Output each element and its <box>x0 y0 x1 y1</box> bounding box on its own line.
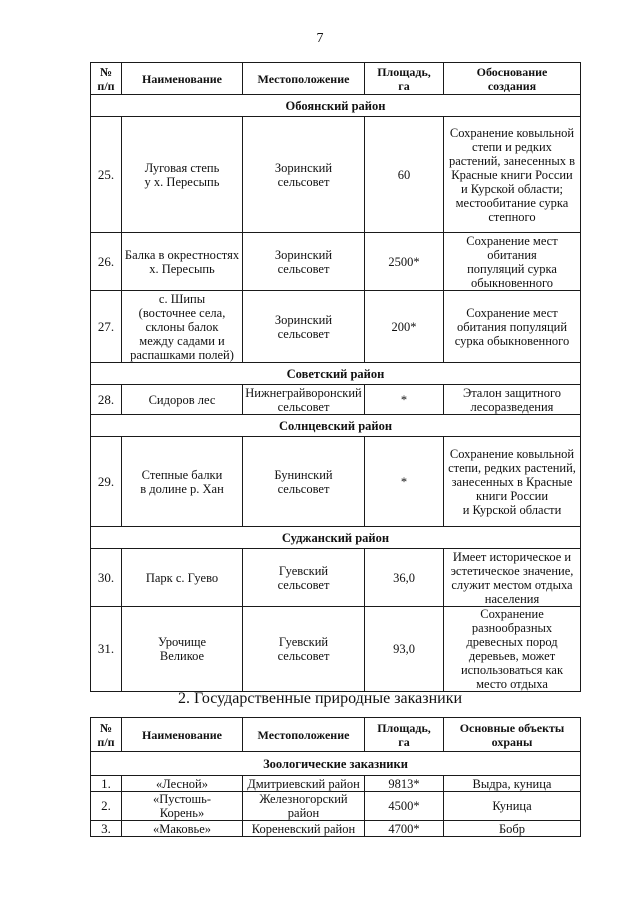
header-location: Местоположение <box>243 718 365 752</box>
cell-location: Зоринский сельсовет <box>243 233 365 291</box>
cell-area: 4700* <box>365 821 444 837</box>
cell-justification: Куница <box>444 792 581 821</box>
cell-location: Дмитриевский район <box>243 776 365 792</box>
cell-area: 200* <box>365 291 444 363</box>
header-location: Местоположение <box>243 63 365 95</box>
cell-justification: Сохранение мест обитания популяций сурка обыкновенного <box>444 233 581 291</box>
cell-number: 26. <box>91 233 122 291</box>
cell-number: 27. <box>91 291 122 363</box>
cell-name: с. Шипы (восточнее села, склоны балок между садами и распашками полей) <box>122 291 243 363</box>
cell-name: Парк с. Гуево <box>122 549 243 607</box>
cell-name: «Пустошь- Корень» <box>122 792 243 821</box>
table-row <box>91 549 581 607</box>
header-area: Площадь, га <box>365 63 444 95</box>
cell-name: Сидоров лес <box>122 385 243 415</box>
cell-location: Гуевский сельсовет <box>243 607 365 692</box>
section-row <box>91 752 581 776</box>
section-row <box>91 363 581 385</box>
table-row <box>91 233 581 291</box>
cell-number: 3. <box>91 821 122 837</box>
table-header-row <box>91 718 581 752</box>
table-row <box>91 385 581 415</box>
section-title: Обоянский район <box>91 95 581 117</box>
table-row <box>91 821 581 837</box>
table-row <box>91 607 581 692</box>
section-title: Суджанский район <box>91 527 581 549</box>
cell-justification: Сохранение мест обитания популяций сурка обыкновенного <box>444 291 581 363</box>
cell-number: 29. <box>91 437 122 527</box>
section-row <box>91 95 581 117</box>
section-title: Солнцевский район <box>91 415 581 437</box>
cell-justification: Сохранение ковыльной степи и редких растений, занесенных в Красные книги России и Курской области; местообитание сурка степного <box>444 117 581 233</box>
cell-name: «Маковье» <box>122 821 243 837</box>
cell-area: 9813* <box>365 776 444 792</box>
section-title: Советский район <box>91 363 581 385</box>
cell-area: * <box>365 385 444 415</box>
header-name: Наименование <box>122 718 243 752</box>
cell-number: 2. <box>91 792 122 821</box>
cell-name: Урочище Великое <box>122 607 243 692</box>
table-row <box>91 117 581 233</box>
cell-location: Кореневский район <box>243 821 365 837</box>
section-title: Зоологические заказники <box>91 752 581 776</box>
header-purpose: Обоснование создания <box>444 63 581 95</box>
cell-number: 1. <box>91 776 122 792</box>
section-row <box>91 527 581 549</box>
header-name: Наименование <box>122 63 243 95</box>
cell-location: Зоринский сельсовет <box>243 291 365 363</box>
table-row <box>91 437 581 527</box>
cell-justification: Сохранение разнообразных древесных пород деревьев, может использоваться как место отдыха <box>444 607 581 692</box>
cell-area: * <box>365 437 444 527</box>
cell-area: 2500* <box>365 233 444 291</box>
cell-location: Бунинский сельсовет <box>243 437 365 527</box>
cell-number: 30. <box>91 549 122 607</box>
cell-name: Степные балки в долине р. Хан <box>122 437 243 527</box>
table-header-row <box>91 63 581 95</box>
reserves-table <box>90 717 581 837</box>
cell-name: Балка в окрестностях х. Пересыпь <box>122 233 243 291</box>
cell-number: 31. <box>91 607 122 692</box>
cell-area: 60 <box>365 117 444 233</box>
cell-area: 36,0 <box>365 549 444 607</box>
cell-location: Нижнеграйворонский сельсовет <box>243 385 365 415</box>
cell-justification: Выдра, куница <box>444 776 581 792</box>
table-row <box>91 792 581 821</box>
table-row <box>91 291 581 363</box>
cell-name: «Лесной» <box>122 776 243 792</box>
cell-name: Луговая степь у х. Пересыпь <box>122 117 243 233</box>
cell-number: 28. <box>91 385 122 415</box>
table-row <box>91 776 581 792</box>
header-number: № п/п <box>91 718 122 752</box>
cell-justification: Сохранение ковыльной степи, редких растений, занесенных в Красные книги России и Курской области <box>444 437 581 527</box>
header-area: Площадь, га <box>365 718 444 752</box>
header-number: № п/п <box>91 63 122 95</box>
section-heading: 2. Государственные природные заказники <box>177 690 463 707</box>
page-number: 7 <box>316 31 324 46</box>
section-row <box>91 415 581 437</box>
cell-area: 93,0 <box>365 607 444 692</box>
header-purpose: Основные объекты охраны <box>444 718 581 752</box>
cell-justification: Бобр <box>444 821 581 837</box>
cell-location: Гуевский сельсовет <box>243 549 365 607</box>
cell-area: 4500* <box>365 792 444 821</box>
protected-areas-table <box>90 62 581 692</box>
cell-justification: Эталон защитного лесоразведения <box>444 385 581 415</box>
cell-number: 25. <box>91 117 122 233</box>
cell-location: Железногорский район <box>243 792 365 821</box>
cell-justification: Имеет историческое и эстетическое значение, служит местом отдыха населения <box>444 549 581 607</box>
cell-location: Зоринский сельсовет <box>243 117 365 233</box>
